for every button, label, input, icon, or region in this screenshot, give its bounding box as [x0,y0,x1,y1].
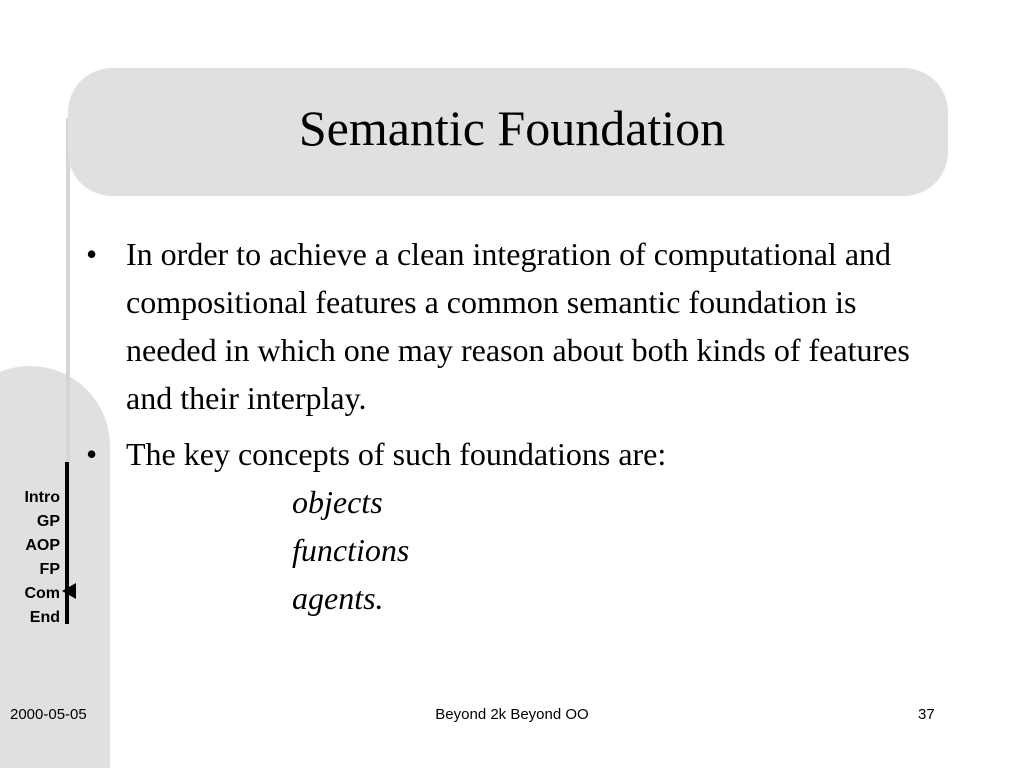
footer-date: 2000-05-05 [10,706,87,723]
vertical-divider [66,118,70,463]
concept-item: agents. [292,580,384,616]
nav-item-com[interactable]: Com [24,585,60,602]
concept-list [86,478,946,622]
nav-item-end[interactable]: End [29,609,60,626]
bullet-marker: • [86,236,98,272]
slide-content [86,230,946,622]
concept-item: objects [292,484,383,520]
page-number: 37 [918,706,935,723]
bullet-item [86,430,946,478]
bullet-marker: • [86,436,98,472]
bullet-item [86,230,946,422]
nav-item-aop[interactable]: AOP [25,537,60,554]
concept-item: functions [292,532,410,568]
section-navigation [0,486,60,630]
slide-title: Semantic Foundation [298,100,726,156]
nav-indicator-bar [65,462,69,624]
nav-item-intro[interactable]: Intro [24,489,60,506]
nav-item-fp[interactable]: FP [39,561,60,578]
current-section-arrow-icon [62,583,76,599]
bullet-text: The key concepts of such foundations are: [126,436,667,472]
nav-item-gp[interactable]: GP [36,513,60,530]
bullet-text: In order to achieve a clean integration of computational and compositional features a common semantic foundation is needed in which one may reason about both kinds of features and their interplay. [126,236,910,416]
footer-title: Beyond 2k Beyond OO [435,706,589,723]
